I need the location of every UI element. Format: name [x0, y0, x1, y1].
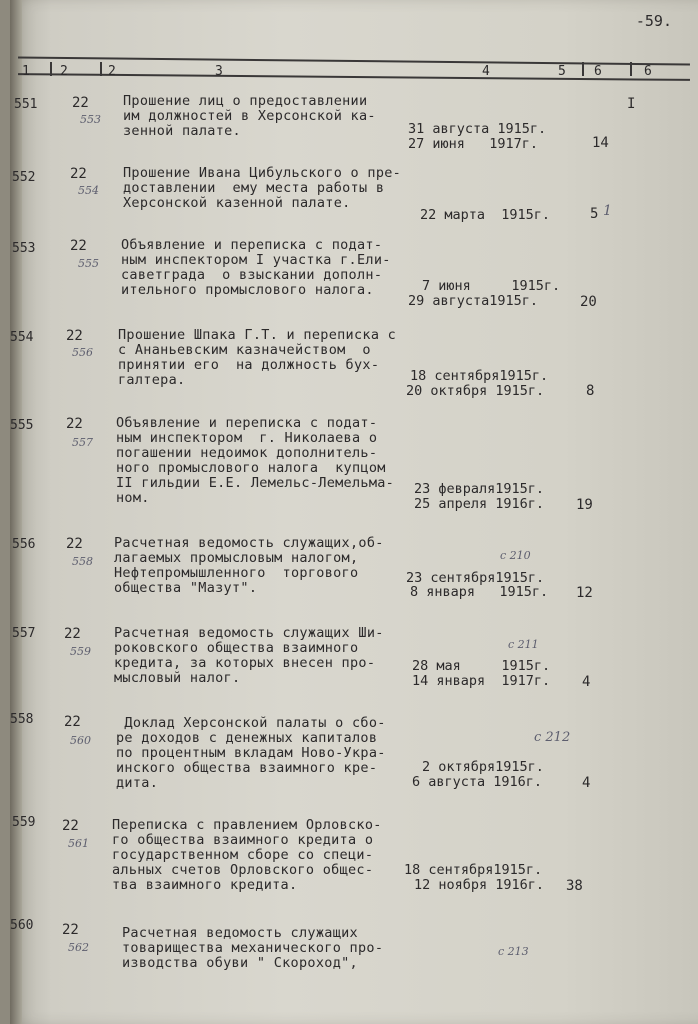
header-col-6: 6 [594, 64, 602, 79]
record-date-start: 7 июня 1915г. [422, 278, 561, 294]
record-number: 555 [10, 418, 34, 433]
record-volume: 22 [64, 626, 81, 642]
archive-page [10, 0, 698, 1024]
handwritten-ref: 556 [72, 346, 93, 359]
record-volume: 22 [64, 714, 81, 730]
handwritten-ref: 561 [68, 837, 89, 850]
record-sheets: 12 [576, 585, 593, 601]
record-date-end: 27 июня 1917г. [408, 136, 539, 152]
record-title: Переписка с правлением Орловско- го общества взаимного кредита о государственном сборе со специ- альных счетов Орловского общес- тва взаимного кредита. [112, 817, 382, 893]
record-number: 559 [12, 815, 36, 830]
header-divider [582, 62, 584, 76]
record-sheets: 38 [566, 878, 583, 894]
header-col-2: 2 [60, 64, 68, 79]
record-title: Доклад Херсонской палаты о сбо- ре доходов с денежных капиталов по процентным вкладам Ново-Укра- инского общества взаимного кре- дита. [116, 715, 386, 791]
record-sheets: 5 [590, 206, 599, 222]
header-col-4: 4 [482, 64, 490, 79]
handwritten-ref: 559 [70, 645, 91, 658]
record-date-start: 22 марта 1915г. [420, 207, 551, 223]
record-date-end: 6 августа 1916г. [412, 774, 543, 790]
page-number: -59. [635, 12, 672, 30]
record-title: Объявление и переписка с подат- ным инспектором I участка г.Ели- саветграда о взыскании дополн- ительного промыслового налога. [121, 237, 391, 298]
record-title: Прошение Шпака Г.Т. и переписка с с Ананьевским казначейством о принятии его на должность бух- галтера. [118, 327, 397, 388]
record-number: 554 [10, 330, 34, 345]
handwritten-ref: 558 [72, 555, 93, 568]
binding-spine [10, 0, 22, 1024]
handwritten-ref: 554 [78, 184, 99, 197]
record-date-start: 23 сентября1915г. [406, 570, 545, 586]
record-sheets: 14 [592, 135, 609, 151]
header-divider [100, 62, 102, 76]
record-date-end: 20 октября 1915г. [406, 383, 545, 399]
handwritten-page-range: с 212 [534, 730, 571, 745]
record-number: 556 [12, 537, 36, 552]
record-number: 551 [14, 97, 38, 112]
handwritten-ref: 553 [80, 113, 101, 126]
record-date-end: 29 августа1915г. [408, 293, 539, 309]
record-number: 560 [10, 918, 34, 933]
record-title: Прошение лиц о предоставлении им должностей в Херсонской ка- зенной палате. [123, 93, 376, 139]
record-volume: 22 [66, 416, 83, 432]
record-date-start: 31 августа 1915г. [408, 121, 547, 137]
header-col-6b: 6 [644, 64, 652, 79]
record-volume: 22 [62, 818, 79, 834]
record-number: 553 [12, 241, 36, 256]
record-date-start: 2 октября1915г. [422, 759, 544, 775]
record-title: Расчетная ведомость служащих,об- лагаемых промысловым налогом, Нефтепромышленного торгового общества "Мазут". [114, 535, 384, 596]
record-sheets: 20 [580, 294, 597, 310]
record-date-start: 28 мая 1915г. [412, 658, 551, 674]
record-sheets: 8 [586, 383, 595, 399]
header-bottom-rule [18, 73, 690, 80]
record-mark: I [627, 96, 636, 112]
record-sheets: 4 [582, 775, 591, 791]
record-sheets: 4 [582, 674, 591, 690]
handwritten-ref: 560 [70, 734, 91, 747]
record-date-end: 12 ноября 1916г. [414, 877, 545, 893]
record-title: Расчетная ведомость служащих Ши- роковского общества взаимного кредита, за которых внесен про- мысловый налог. [114, 625, 384, 686]
record-title: Расчетная ведомость служащих товарищества механического про- изводства обуви " Скороход", [122, 925, 384, 971]
record-title: Прошение Ивана Цибульского о пре- доставлении ему места работы в Херсонской казенной палате. [123, 165, 402, 211]
record-date-start: 18 сентября1915г. [410, 368, 549, 384]
handwritten-page-range: с 211 [508, 638, 539, 651]
record-number: 557 [12, 626, 36, 641]
header-divider [630, 62, 632, 76]
header-col-3: 3 [215, 64, 223, 79]
header-col-5: 5 [558, 64, 566, 79]
record-sheets: 19 [576, 497, 593, 513]
header-col-1: 1 [22, 64, 30, 79]
record-volume: 22 [70, 238, 87, 254]
record-volume: 22 [72, 95, 89, 111]
handwritten-ref: 557 [72, 436, 93, 449]
record-number: 558 [10, 712, 34, 727]
header-divider [50, 62, 52, 76]
record-number: 552 [12, 170, 36, 185]
record-date-start: 23 февраля1915г. [414, 481, 545, 497]
record-date-end: 25 апреля 1916г. [414, 496, 545, 512]
record-volume: 22 [66, 536, 83, 552]
handwritten-mark: 1 [603, 203, 612, 219]
record-volume: 22 [70, 166, 87, 182]
header-top-rule [18, 56, 690, 65]
record-date-end: 8 января 1915г. [410, 584, 549, 600]
record-volume: 22 [66, 328, 83, 344]
handwritten-ref: 555 [78, 257, 99, 270]
handwritten-ref: 562 [68, 941, 89, 954]
handwritten-page-range: с 213 [498, 945, 529, 958]
record-title: Объявление и переписка с подат- ным инспектором г. Николаева о погашении недоимок дополнитель- ного промыслового налога купцом II гильдии Е.Е. Лемельс-Лемельма- ном. [116, 415, 395, 506]
handwritten-page-range: с 210 [500, 549, 531, 562]
record-date-end: 14 января 1917г. [412, 673, 551, 689]
header-col-2b: 2 [108, 64, 116, 79]
record-volume: 22 [62, 922, 79, 938]
record-date-start: 18 сентября1915г. [404, 862, 543, 878]
